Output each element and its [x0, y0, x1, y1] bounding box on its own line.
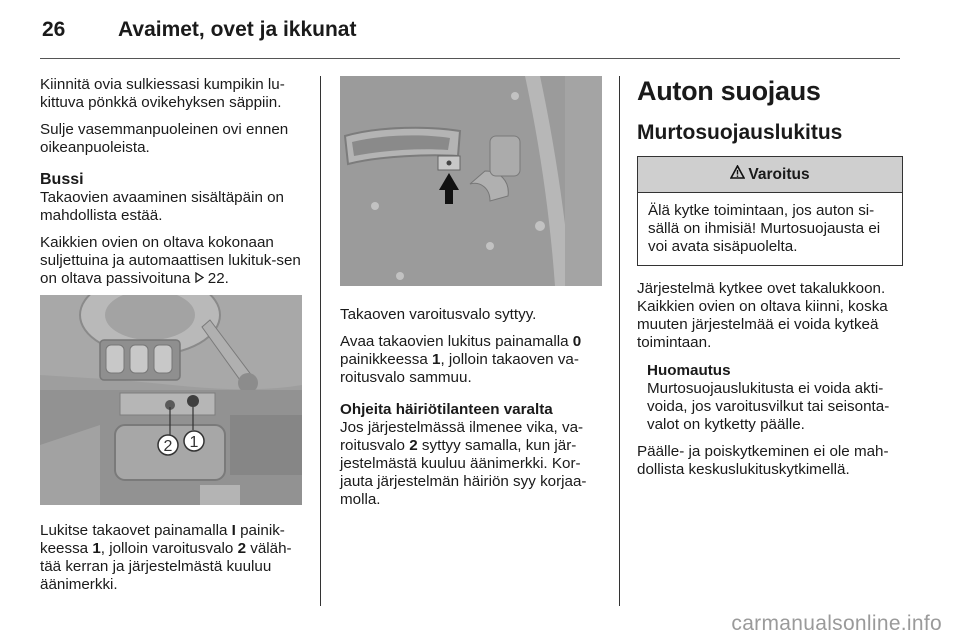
paragraph: Järjestelmä kytkee ovet takalukkoon. Kaikkien ovien on oltava kiinni, koska muuten järjestelmää ei voida kytkeä toimintaan.: [637, 280, 888, 351]
warning-header: [638, 157, 902, 193]
paragraph: Takaovien avaaminen sisältäpäin on mahdollista estää.: [40, 189, 284, 224]
note-block: [637, 362, 903, 434]
warning-triangle-icon: [730, 165, 745, 184]
figure-dashboard-switch: [40, 295, 302, 505]
column-divider-2: [619, 76, 620, 606]
column-1: [40, 76, 308, 297]
paragraph: Kiinnitä ovia sulkiessasi kumpikin lu-kittuva pönkkä ovikehyksen säppiin.: [40, 76, 285, 111]
watermark: carmanualsonline.info: [731, 612, 942, 635]
page-reference-icon: [195, 270, 204, 279]
running-header-title: Avaimet, ovet ja ikkunat: [118, 18, 357, 41]
note-text: Murtosuojauslukitusta ei voida akti-voida, jos varoitusvilkut tai seisonta-valot on kytketty päälle.: [647, 380, 890, 433]
column-3: [637, 76, 903, 488]
paragraph: Jos järjestelmässä ilmenee vika, va-roitusvalo 2 syttyy samalla, kun jär-jestelmästä kuuluu äänimerkki. Kor-jauta järjestelmän häiriön syy korjaa-molla.: [340, 419, 587, 508]
figure-rear-door: [340, 76, 602, 286]
warning-box: [637, 156, 903, 266]
paragraph: Avaa takaovien lukitus painamalla 0 painikkeessa 1, jolloin takaoven va-roitusvalo sammuu.: [340, 333, 582, 386]
page-number: 26: [42, 18, 66, 41]
warning-title: Varoitus: [748, 165, 810, 183]
note-title: Huomautus: [647, 362, 731, 379]
section-heading: Bussi: [40, 171, 84, 188]
chapter-heading: Auton suojaus: [637, 76, 821, 106]
figure-label-1: 1: [189, 434, 199, 451]
paragraph: Päälle- ja poiskytkeminen ei ole mah-dollista keskuslukituskytkimellä.: [637, 443, 889, 478]
paragraph: Kaikkien ovien on oltava kokonaan suljettuina ja automaattisen lukituk-sen on oltava passivoituna 22.: [40, 234, 301, 287]
paragraph: Sulje vasemmanpuoleinen ovi ennen oikeanpuoleista.: [40, 121, 289, 156]
column-2: [340, 306, 608, 518]
section-heading: Murtosuojauslukitus: [637, 121, 843, 144]
subsection-heading: Ohjeita häiriötilanteen varalta: [340, 401, 553, 418]
warning-text: Älä kytke toimintaan, jos auton si-sällä on ihmisiä! Murtosuojausta ei voi avata sisäpuolelta.: [648, 202, 881, 255]
header-rule: [40, 58, 900, 59]
column-divider-1: [320, 76, 321, 606]
figure-label-2: 2: [163, 438, 173, 455]
figure-caption: Lukitse takaovet painamalla I painik-keessa 1, jolloin varoitusvalo 2 väläh-tää kerran ja järjestelmästä kuuluu äänimerkki.: [40, 522, 292, 593]
paragraph: Takaoven varoitusvalo syttyy.: [340, 306, 537, 323]
